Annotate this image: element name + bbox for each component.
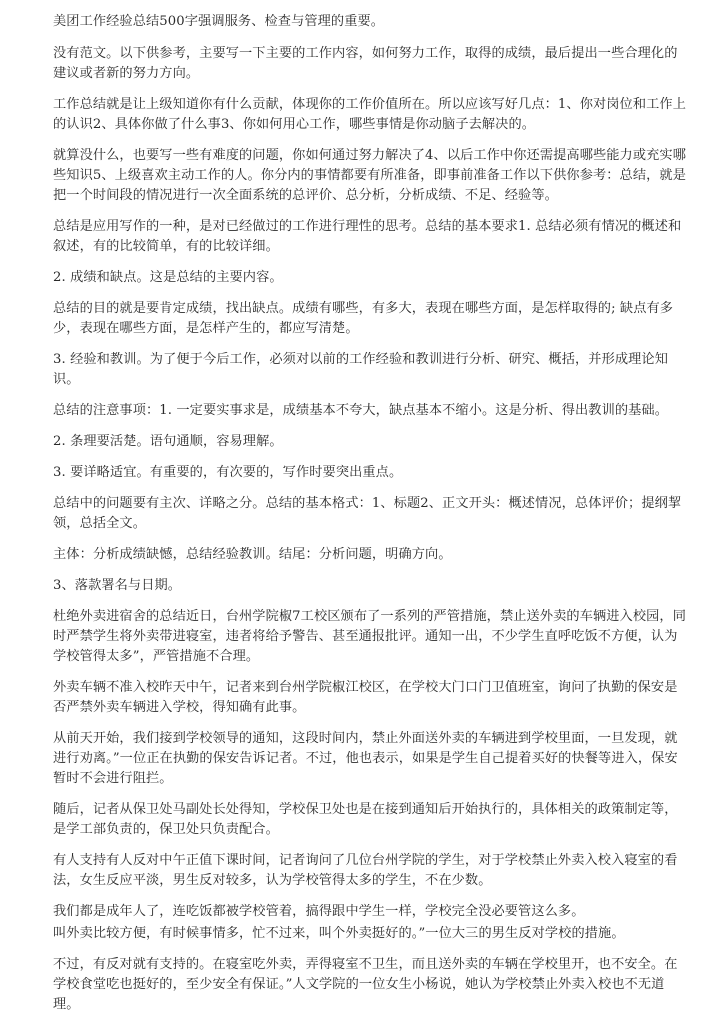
- paragraph: 没有范文。以下供参考，主要写一下主要的工作内容，如何努力工作，取得的成绩，最后提出一些合理化的建议或者新的努力方向。: [53, 46, 678, 81]
- paragraph: 3. 经验和教训。为了便于今后工作，必须对以前的工作经验和教训进行分析、研究、概括，并形成理论知识。: [53, 352, 669, 387]
- paragraph: 从前天开始，我们接到学校领导的通知，这段时间内，禁止外面送外卖的车辆进到学校里面，一旦发现，就进行劝离。”一位正在执勤的保安告诉记者。不过，他也表示，如果是学生自己提着买好的快餐等进入，保安暂时不会进行阻拦。: [53, 731, 678, 786]
- paragraph: 我们都是成年人了，连吃饭都被学校管着，搞得跟中学生一样，学校完全没必要管这么多。: [53, 904, 585, 919]
- paragraph: 外卖车辆不准入校昨天中午，记者来到台州学院椒江校区，在学校大门口门卫值班室，询问了执勤的保安是否严禁外卖车辆进入学校，得知确有此事。: [53, 680, 678, 715]
- paragraph: 工作总结就是让上级知道你有什么贡献，体现你的工作价值所在。所以应该写好几点：1、你对岗位和工作上的认识2、具体你做了什么事3、你如何用心工作，哪些事情是你动脑子去解决的。: [53, 97, 686, 132]
- paragraph: 杜绝外卖进宿舍的总结近日，台州学院椒7工校区颁布了一系列的严管措施，禁止送外卖的车辆进入校园，同时严禁学生将外卖带进寝室，违者将给予警告、甚至通报批评。通知一出，不少学生直呼吃饭不方便，认为学校管得太多”，严管措施不合理。: [53, 609, 686, 664]
- paragraph: 总结是应用写作的一种，是对已经做过的工作进行理性的思考。总结的基本要求1. 总结必须有情况的概述和叙述，有的比较简单，有的比较详细。: [53, 219, 682, 254]
- document-title: 美团工作经验总结500字强调服务、检查与管理的重要。: [53, 14, 385, 29]
- paragraph: 就算没什么，也要写一些有难度的问题，你如何通过努力解决了4、以后工作中你还需提高哪些能力或充实哪些知识5、上级喜欢主动工作的人。你分内的事情都要有所准备，即事前准备工作以下供你参考：总结，就是把一个时间段的情况进行一次全面系统的总评价、总分析，分析成绩、不足、经验等。: [53, 148, 686, 203]
- paragraph: 3、落款署名与日期。: [53, 578, 182, 593]
- paragraph: 2. 成绩和缺点。这是总结的主要内容。: [53, 270, 283, 285]
- paragraph: 叫外卖比较方便，有时候事情多，忙不过来，叫个外卖挺好的。”一位大三的男生反对学校的措施。: [53, 926, 625, 941]
- paragraph: 总结的目的就是要肯定成绩，找出缺点。成绩有哪些，有多大，表现在哪些方面，是怎样取得的; 缺点有多少，表现在哪些方面，是怎样产生的，都应写清楚。: [53, 301, 674, 336]
- paragraph: 2. 条理要活楚。语句通顺，容易理解。: [53, 434, 283, 449]
- paragraph: 不过，有反对就有支持的。在寝室吃外卖，弄得寝室不卫生，而且送外卖的车辆在学校里开，也不安全。在学校食堂吃也挺好的，至少安全有保证。”人文学院的一位女生小杨说，她认为学校禁止外卖入校也不无道理。: [53, 957, 678, 1012]
- paragraph: 随后，记者从保卫处马副处长处得知，学校保卫处也是在接到通知后开始执行的，具体相关的政策制定等，是学工部负责的，保卫处只负责配合。: [53, 802, 678, 837]
- paragraph: 主体：分析成绩缺憾，总结经验教训。结尾：分析问题，明确方向。: [53, 547, 452, 562]
- paragraph: 总结中的问题要有主次、详略之分。总结的基本格式：1、标题2、正文开头：概述情况，总体评价；提纲挈领，总括全文。: [53, 496, 682, 531]
- paragraph: 总结的注意事项：1. 一定要实事求是，成绩基本不夸大，缺点基本不缩小。这是分析、得出教训的基础。: [53, 403, 669, 418]
- paragraph: 3. 要详略适宜。有重要的，有次要的，写作时要突出重点。: [53, 465, 403, 480]
- paragraph: 有人支持有人反对中午正值下课时间，记者询问了几位台州学院的学生，对于学校禁止外卖入校入寝室的看法，女生反应平淡，男生反对较多，认为学校管得太多的学生，不在少数。: [53, 853, 678, 888]
